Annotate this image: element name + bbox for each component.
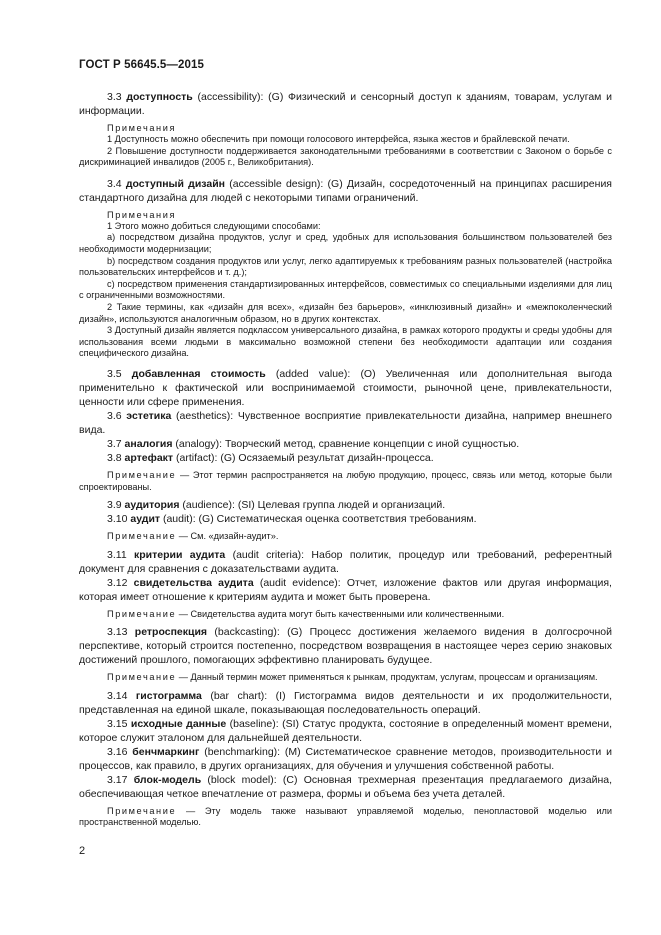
note-3-4-a: а) посредством дизайна продуктов, услуг и сред, удобных для использования большинством пользователей без необходимости модернизации; — [79, 232, 612, 254]
note-text: — Данный термин может применяться к рынкам, продуктам, услугам, процессам и организациям. — [178, 672, 598, 683]
note-text: — См. «дизайн-аудит». — [178, 531, 279, 542]
document-header: ГОСТ Р 56645.5—2015 — [79, 59, 204, 71]
entry-term: гистограмма — [135, 689, 202, 702]
entry-3-8 — [79, 451, 612, 465]
entry-term: критерии аудита — [134, 548, 226, 561]
note-3-4-b: b) посредством создания продуктов или услуг, легко адаптируемых к требованиям разных пользователей (настройка пользовательских интерфейсов и т. д.); — [79, 255, 612, 278]
entry-term: аудитория — [124, 499, 180, 512]
note-text: — Эту модель также называют управляемой моделью, пенопластовой моделью или пространственной моделью. — [79, 805, 612, 828]
note-3-3-2: 2 Повышение доступности поддерживается законодательными требованиями в соответствии с Законом о борьбе с дискриминацией инвалидов (2005 г., Великобритания). — [79, 145, 612, 168]
document-body — [79, 90, 612, 834]
entry-term: аналогия — [124, 437, 173, 450]
entry-3-15 — [79, 717, 612, 745]
entry-number: 3.11 — [107, 548, 127, 561]
entry-3-17 — [79, 773, 612, 801]
entry-term: свидетельства аудита — [133, 576, 254, 589]
entry-definition: (audit criteria): Набор политик, процедур или требований, референтный документ для сравнения с доказательствами аудита. — [79, 548, 613, 575]
entry-number: 3.17 — [107, 773, 128, 786]
note-3-10 — [79, 531, 612, 543]
entry-3-3 — [79, 90, 612, 118]
entry-number: 3.13 — [107, 626, 128, 639]
entry-number: 3.12 — [107, 576, 128, 589]
entry-number: 3.8 — [107, 451, 122, 464]
note-label: Примечание — [107, 805, 177, 816]
entry-3-11 — [79, 548, 612, 576]
entry-definition: (benchmarking): (M) Систематическое сравнение методов, производительности и процессов, как правило, в других организациях, для обучения и улучшения собственной работы. — [79, 745, 613, 772]
entry-definition: (audience): (SI) Целевая группа людей и организаций. — [179, 499, 446, 512]
entry-definition: (accessible design): (G) Дизайн, сосредоточенный на принципах расширения стандартного дизайна для людей с некоторыми типами ограничений. — [79, 177, 612, 204]
note-3-4-3: 3 Доступный дизайн является подклассом универсального дизайна, в рамках которого продукты и среды удобны для использования всеми людьми в максимально возможной степени без необходимости адаптации или создания специфического дизайна. — [79, 325, 612, 359]
entry-term: аудит — [130, 513, 161, 526]
entry-3-14 — [79, 689, 612, 717]
entry-number: 3.9 — [107, 499, 122, 512]
note-3-17 — [79, 806, 612, 829]
entry-definition: (block model): (C) Основная трехмерная презентация предлагаемого дизайна, обеспечивающая четкое впечатление от размера, формы и объема без учета деталей. — [79, 773, 612, 800]
note-label: Примечание — [107, 672, 177, 683]
entry-number: 3.5 — [107, 367, 122, 380]
entry-definition: (aesthetics): Чувственное восприятие привлекательности дизайна, например внешнего вида. — [79, 409, 612, 436]
note-3-4-1: 1 Этого можно добиться следующими способами: — [107, 220, 321, 231]
entry-term: добавленная стоимость — [131, 367, 266, 380]
entry-term: артефакт — [124, 451, 174, 464]
entry-3-7 — [79, 437, 612, 451]
entry-term: блок-модель — [133, 773, 202, 786]
entry-term: доступный дизайн — [125, 177, 226, 190]
note-label: Примечание — [107, 608, 177, 619]
entry-number: 3.10 — [107, 513, 128, 526]
entry-3-13 — [79, 625, 612, 667]
notes-heading: Примечания — [107, 123, 177, 133]
entry-definition: (audit evidence): Отчет, изложение фактов или другая информация, которая имеет отношение к критериям аудита и может быть проверена. — [79, 576, 612, 603]
entry-term: ретроспекция — [134, 626, 208, 639]
entry-definition: (added value): (O) Увеличенная или дополнительная выгода применительно к фактической или воспринимаемой стоимости, рыночной цене, привлекательности, ценности или сфере применения. — [79, 367, 613, 408]
note-text: — Свидетельства аудита могут быть качественными или количественными. — [178, 608, 505, 619]
note-3-12 — [79, 609, 612, 621]
note-label: Примечание — [107, 469, 177, 480]
entry-definition: (analogy): Творческий метод, сравнение концепции с иной сущностью. — [172, 437, 520, 450]
entry-term: исходные данные — [130, 717, 227, 730]
note-label: Примечание — [107, 531, 177, 542]
note-3-8 — [79, 470, 612, 493]
entry-number: 3.4 — [107, 177, 122, 190]
note-3-3-1: 1 Доступность можно обеспечить при помощи голосового интерфейса, языка жестов и брайлевской печати. — [107, 134, 570, 144]
entry-3-10 — [79, 512, 612, 526]
entry-definition: (baseline): (SI) Статус продукта, состояние в определенный момент времени, которое служит эталоном для дальнейшей деятельности. — [79, 717, 612, 744]
notes-heading: Примечания — [107, 209, 177, 220]
entry-3-9 — [79, 498, 612, 512]
entry-term: бенчмаркинг — [132, 745, 200, 758]
note-3-4-c: c) посредством применения стандартизированных интерфейсов, совместимых со специальными изделиями для лиц с ограниченными возможностями. — [79, 278, 612, 301]
note-text: — Этот термин распространяется на любую продукцию, процесс, связь или метод, которые были спроектированы. — [79, 469, 612, 492]
entry-number: 3.6 — [107, 409, 122, 422]
entry-term: эстетика — [126, 409, 172, 422]
entry-definition: (bar chart): (I) Гистограмма видов деятельности и их продолжительности, представленная на единой шкале, показывающая последовательность операций. — [79, 689, 612, 716]
entry-number: 3.7 — [107, 437, 122, 450]
entry-3-6 — [79, 409, 612, 437]
entry-definition: (accessibility): (G) Физический и сенсорный доступ к зданиям, товарам, услугам и информации. — [79, 91, 612, 117]
entry-term: доступность — [126, 91, 193, 103]
entry-number: 3.16 — [107, 745, 128, 758]
entry-number: 3.14 — [107, 689, 128, 702]
entry-number: 3.3 — [107, 91, 122, 103]
page-number: 2 — [79, 845, 86, 857]
entry-definition: (artifact): (G) Осязаемый результат дизайн-процесса. — [173, 451, 434, 464]
entry-definition: (backcasting): (G) Процесс достижения желаемого видения в долгосрочной перспективе, который строится постепенно, посредством возвращения в настоящее через серию знаковых достижений прошлого, помогающих эффективно планировать будущее. — [79, 626, 612, 667]
entry-3-12 — [79, 576, 612, 604]
entry-definition: (audit): (G) Систематическая оценка соответствия требованиям. — [160, 513, 477, 526]
entry-3-4 — [79, 177, 612, 205]
entry-number: 3.15 — [107, 717, 128, 730]
note-3-4-2: 2 Такие термины, как «дизайн для всех», «дизайн без барьеров», «инклюзивный дизайн» и «межпоколенческий дизайн», используются аналогичным образом, но в других контекстах. — [79, 301, 612, 324]
note-3-13 — [79, 672, 612, 684]
entry-3-5 — [79, 367, 612, 409]
entry-3-16 — [79, 745, 612, 773]
